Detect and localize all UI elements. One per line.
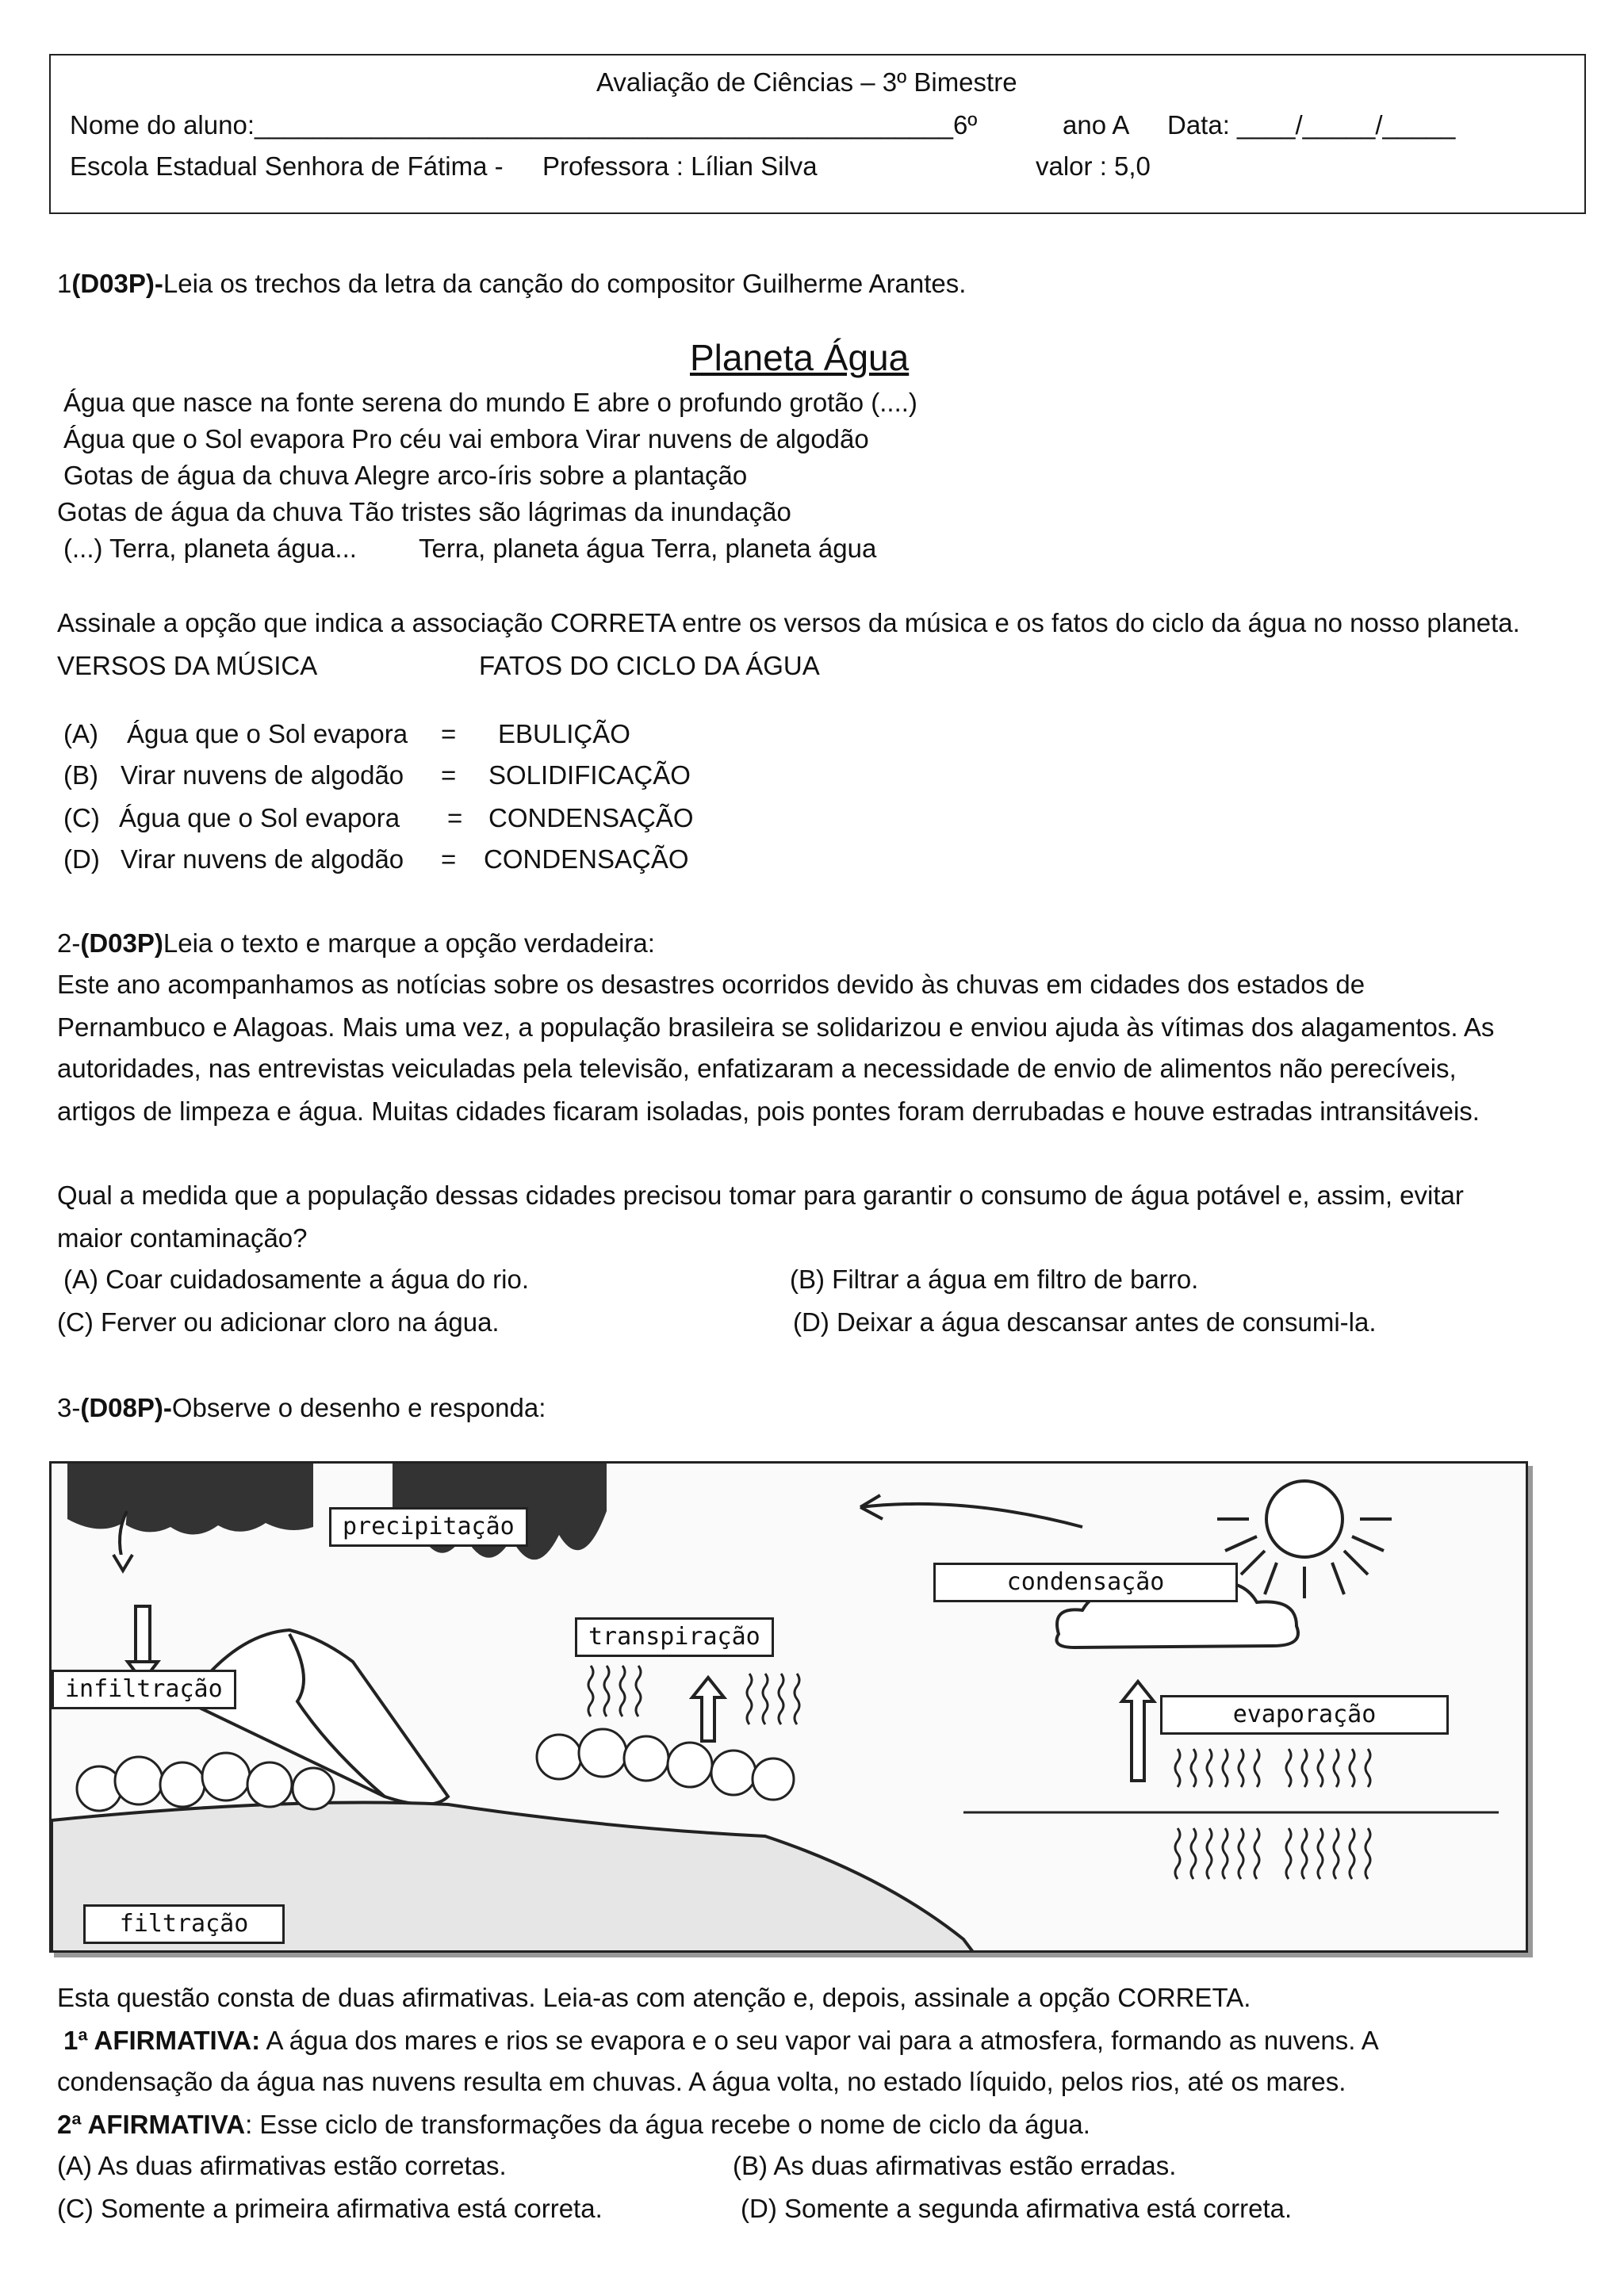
q2-text-line: Pernambuco e Alagoas. Mais uma vez, a população brasileira se solidarizou e enviou ajuda às vítimas dos alagamentos. As bbox=[57, 1012, 1495, 1042]
evaporation-label: evaporação bbox=[1160, 1695, 1449, 1735]
date-field[interactable]: ____/_____/_____ bbox=[1237, 110, 1456, 140]
option-letter: (A) bbox=[63, 719, 98, 748]
date-label: Data: bbox=[1167, 110, 1230, 140]
class-label: ano A bbox=[1063, 110, 1130, 140]
grade: 6º bbox=[952, 110, 978, 140]
q1-prompt: Assinale a opção que indica a associação CORRETA entre os versos da música e os fatos do ciclo da água no nosso planeta. bbox=[57, 608, 1520, 637]
column-verses: VERSOS DA MÚSICA bbox=[57, 651, 318, 680]
q2-intro: Leia o texto e marque a opção verdadeira: bbox=[163, 928, 655, 958]
affirmative-1-label: 1ª AFIRMATIVA: bbox=[63, 2026, 261, 2055]
date-line bbox=[1167, 109, 1455, 141]
song-title: Planeta Água bbox=[690, 337, 910, 378]
q2-question-line: Qual a medida que a população dessas cidades precisou tomar para garantir o consumo de água potável e, assim, evitar bbox=[57, 1181, 1464, 1210]
q3-option-c[interactable]: (C) Somente a primeira afirmativa está correta. bbox=[57, 2194, 603, 2223]
student-name-label: Nome do aluno: bbox=[70, 110, 255, 140]
q3-number: 3- bbox=[57, 1393, 81, 1422]
q1-code: (D03P)- bbox=[71, 269, 163, 298]
q2-code: (D03P) bbox=[80, 928, 163, 958]
option-verse: Água que o Sol evapora bbox=[119, 803, 400, 832]
option-fact: CONDENSAÇÃO bbox=[488, 803, 694, 832]
condensation-label: condensação bbox=[933, 1563, 1238, 1602]
cloud-movement-arrow-icon bbox=[860, 1495, 1082, 1527]
q2-option-d[interactable]: (D) Deixar a água descansar antes de consumi-la. bbox=[793, 1307, 1377, 1337]
option-fact: EBULIÇÃO bbox=[498, 719, 630, 748]
option-equals: = bbox=[447, 803, 463, 832]
exam-value: valor : 5,0 bbox=[1036, 151, 1151, 181]
option-verse: Água que o Sol evapora bbox=[127, 719, 408, 748]
lyric-line: Terra, planeta água Terra, planeta água bbox=[419, 534, 877, 563]
affirmative-1-text-cont: condensação da água nas nuvens resulta em chuvas. A água volta, no estado líquido, pelos rios, até os mares. bbox=[57, 2067, 1346, 2096]
lyric-line: Água que nasce na fonte serena do mundo E abre o profundo grotão (....) bbox=[63, 388, 917, 417]
student-name-line bbox=[70, 109, 977, 141]
transpiration-arrow-icon bbox=[692, 1678, 724, 1741]
q3-option-a[interactable]: (A) As duas afirmativas estão corretas. bbox=[57, 2151, 507, 2180]
q2-question-line: maior contaminação? bbox=[57, 1223, 308, 1253]
affirmative-2-label: 2ª AFIRMATIVA bbox=[57, 2110, 246, 2139]
filtration-label: filtração bbox=[83, 1904, 285, 1944]
option-letter: (D) bbox=[63, 844, 100, 874]
option-verse: Virar nuvens de algodão bbox=[121, 760, 404, 790]
school-name: Escola Estadual Senhora de Fátima - bbox=[70, 151, 504, 181]
student-name-field[interactable]: ________________________________________________ bbox=[254, 110, 953, 140]
option-letter: (B) bbox=[63, 760, 98, 790]
q3-option-d[interactable]: (D) Somente a segunda afirmativa está correta. bbox=[741, 2194, 1293, 2223]
lyric-line: Água que o Sol evapora Pro céu vai embora Virar nuvens de algodão bbox=[63, 424, 869, 453]
q2-option-c[interactable]: (C) Ferver ou adicionar cloro na água. bbox=[57, 1307, 500, 1337]
q2-heading bbox=[57, 928, 655, 959]
evaporation-vapor-icon bbox=[1175, 1749, 1370, 1879]
q3-code: (D08P)- bbox=[80, 1393, 172, 1422]
column-facts: FATOS DO CICLO DA ÁGUA bbox=[479, 651, 820, 680]
option-equals: = bbox=[441, 719, 457, 748]
q3-affirmative-2 bbox=[57, 2109, 1090, 2141]
q2-text-line: Este ano acompanhamos as notícias sobre os desastres ocorridos devido às chuvas em cidades dos estados de bbox=[57, 970, 1365, 999]
option-fact: CONDENSAÇÃO bbox=[484, 844, 689, 874]
sun-icon bbox=[1217, 1481, 1392, 1598]
option-letter: (C) bbox=[63, 803, 100, 832]
lyric-line: (...) Terra, planeta água... bbox=[63, 534, 357, 563]
teacher-name: Professora : Lílian Silva bbox=[542, 151, 818, 181]
option-equals: = bbox=[441, 760, 457, 790]
lyric-line: Gotas de água da chuva Alegre arco-íris sobre a plantação bbox=[63, 461, 748, 490]
exam-title: Avaliação de Ciências – 3º Bimestre bbox=[596, 67, 1017, 97]
rain-cloud-icon bbox=[67, 1464, 313, 1535]
lyric-line: Gotas de água da chuva Tão tristes são lágrimas da inundação bbox=[57, 497, 791, 526]
q3-intro: Observe o desenho e responda: bbox=[171, 1393, 546, 1422]
option-fact: SOLIDIFICAÇÃO bbox=[488, 760, 691, 790]
q2-option-a[interactable]: (A) Coar cuidadosamente a água do rio. bbox=[63, 1265, 530, 1294]
precipitation-label: precipitação bbox=[329, 1507, 528, 1547]
affirmative-1-text: A água dos mares e rios se evapora e o seu vapor vai para a atmosfera, formando as nuvens. A bbox=[266, 2026, 1379, 2055]
q1-intro: Leia os trechos da letra da canção do compositor Guilherme Arantes. bbox=[163, 269, 967, 298]
q2-number: 2- bbox=[57, 928, 81, 958]
q1-number: 1 bbox=[57, 269, 72, 298]
evaporation-arrow-icon bbox=[1122, 1682, 1154, 1781]
q2-option-b[interactable]: (B) Filtrar a água em filtro de barro. bbox=[790, 1265, 1199, 1294]
option-verse: Virar nuvens de algodão bbox=[121, 844, 404, 874]
transpiration-label: transpiração bbox=[575, 1617, 774, 1657]
affirmative-2-text: : Esse ciclo de transformações da água recebe o nome de ciclo da água. bbox=[245, 2110, 1090, 2139]
q3-statement-intro: Esta questão consta de duas afirmativas. Leia-as com atenção e, depois, assinale a opção CORRETA. bbox=[57, 1983, 1251, 2012]
option-equals: = bbox=[441, 844, 457, 874]
precipitation-arrow-icon bbox=[113, 1511, 158, 1682]
q3-affirmative-1 bbox=[63, 2025, 1379, 2057]
q3-option-b[interactable]: (B) As duas afirmativas estão erradas. bbox=[733, 2151, 1177, 2180]
water-cycle-diagram bbox=[49, 1461, 1528, 1953]
q2-text-line: autoridades, nas entrevistas veiculadas pela televisão, enfatizaram a necessidade de envio de alimentos não perecíveis, bbox=[57, 1054, 1457, 1083]
q3-heading bbox=[57, 1392, 546, 1424]
infiltration-label: infiltração bbox=[52, 1670, 236, 1709]
q2-text-line: artigos de limpeza e água. Muitas cidades ficaram isoladas, pois pontes foram derrubadas e houve estradas intransitáveis. bbox=[57, 1096, 1480, 1126]
q1-heading bbox=[57, 268, 966, 300]
